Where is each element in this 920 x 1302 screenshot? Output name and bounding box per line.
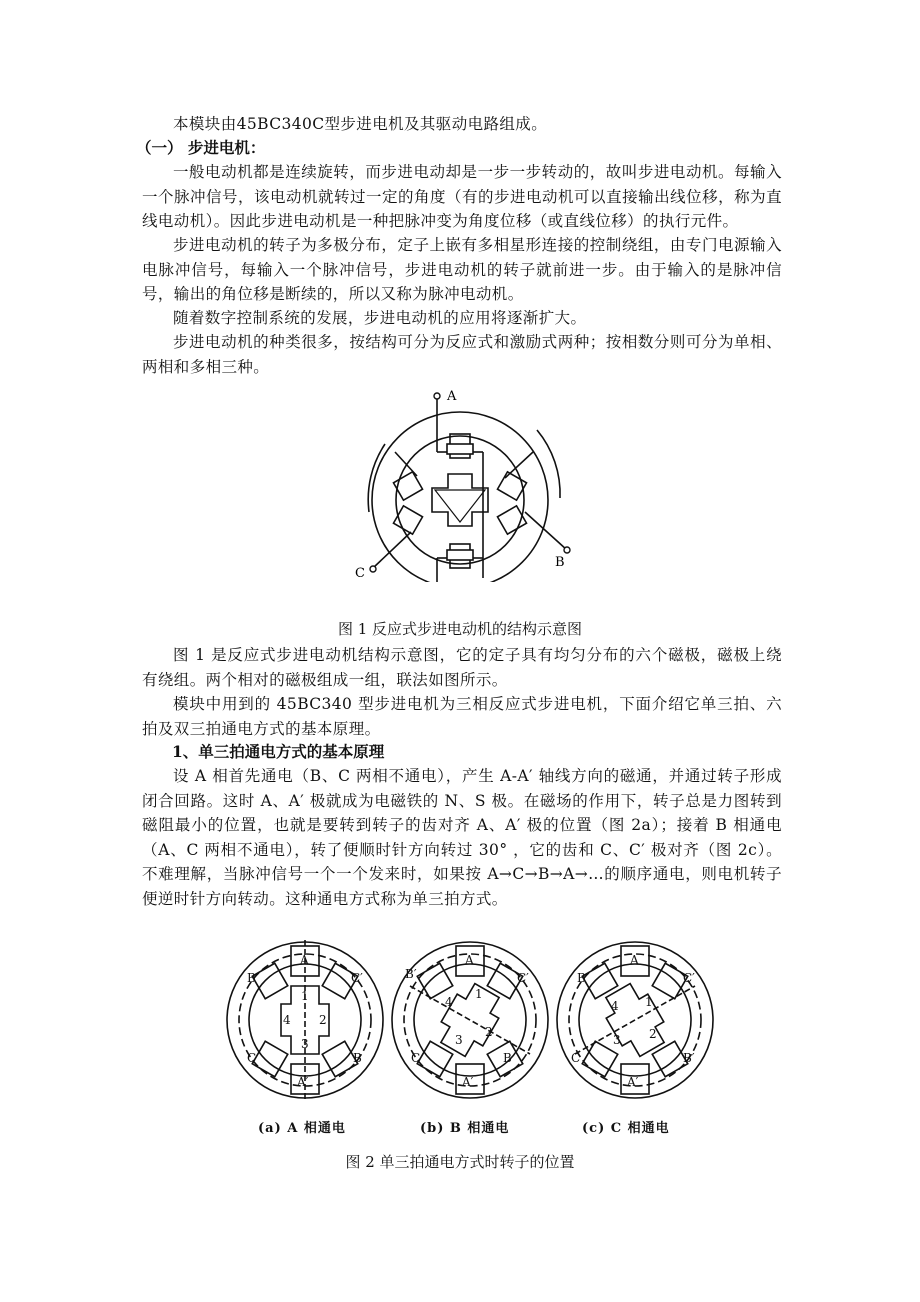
fig2c-label-c: C	[571, 1051, 581, 1065]
fig2c-label-b-prime: B′	[683, 1051, 695, 1065]
figure-1-caption: 图 1 反应式步进电动机的结构示意图	[337, 620, 583, 638]
fig2a-tooth-4: 4	[283, 1013, 291, 1027]
fig2a-label-b: B	[353, 1051, 362, 1065]
fig2b-label-c: C	[411, 1051, 421, 1065]
fig2c-tooth-2: 2	[649, 1027, 657, 1041]
paragraph-rotor: 步进电动机的转子为多极分布，定子上嵌有多相星形连接的控制绕组，由专门电源输入电脉冲信号，每输入一个脉冲信号，步进电动机的转子就前进一步。由于输入的是脉冲信号，输出的角位移是断续的，所以又称为脉冲电动机。	[142, 236, 782, 303]
figure-2-caption: 图 2 单三拍通电方式时转子的位置	[345, 1153, 575, 1171]
fig2b-tooth-1: 1	[475, 987, 483, 1001]
fig2c-tooth-4: 4	[611, 999, 619, 1013]
fig2c-label-a: A	[630, 953, 639, 967]
figure-2a-subcaption: (a) A 相通电	[258, 1121, 346, 1136]
fig2a-label-c-prime: C′	[351, 971, 363, 985]
fig2b-tooth-2: 2	[485, 1025, 493, 1039]
fig2a-tooth-1: 1	[301, 989, 309, 1003]
fig2b-label-b-prime: B′	[405, 967, 417, 981]
fig2b-label-b: B	[503, 1051, 512, 1065]
fig2a-tooth-2: 2	[319, 1013, 327, 1027]
fig2b-label-a-prime: A′	[462, 1075, 474, 1089]
fig2c-tooth-1: 1	[645, 995, 653, 1009]
fig2c-label-b: B	[577, 971, 586, 985]
figure-1-label-a: A	[447, 389, 457, 404]
fig2a-label-a: A	[300, 953, 309, 967]
paragraph-figure-1-description: 图 1 是反应式步进电动机结构示意图，它的定子具有均匀分布的六个磁极，磁极上绕有绕组。两个相对的磁极组成一组，联法如图所示。	[142, 646, 782, 689]
figure-1-diagram	[355, 382, 585, 582]
section-heading-single-three-beat: 1、单三拍通电方式的基本原理	[172, 742, 385, 761]
paragraph-single-three-beat: 设 A 相首先通电（B、C 两相不通电），产生 A-A′ 轴线方向的磁通，并通过转子形成闭合回路。这时 A、A′ 极就成为电磁铁的 N、S 极。在磁场的作用下，转子总是力图转到磁阻最小的位置，也就是要转到转子的齿对齐 A、A′ 极的位置（图 2a）；接着 B 相通电（A、C 两相不通电），转了便顺时针方向转过 30° ，它的齿和 C、C′ 极对齐（图 2c）。不难理解，当脉冲信号一个一个发来时，如果按 A→C→B→A→…的顺序通电，则电机转子便逆时针方向转动。这种通电方式称为单三拍方式。	[142, 767, 782, 908]
figure-1-label-b: B	[555, 555, 565, 570]
fig2a-label-c: C	[247, 1051, 257, 1065]
paragraph-definition: 一般电动机都是连续旋转，而步进电动却是一步一步转动的，故叫步进电动机。每输入一个脉冲信号，该电动机就转过一定的角度（有的步进电动机可以直接输出线位移，称为直线电动机）。因此步进电动机是一种把脉冲变为角度位移（或直线位移）的执行元件。	[142, 163, 782, 230]
fig2c-label-c-prime: C′	[683, 971, 695, 985]
fig2b-label-a: A	[465, 953, 474, 967]
fig2a-label-a-prime: A′	[297, 1075, 309, 1089]
figure-1-label-c: C	[355, 566, 365, 581]
fig2b-tooth-3: 3	[455, 1033, 463, 1047]
fig2c-label-a-prime: A′	[627, 1075, 639, 1089]
fig2b-label-c-prime: C′	[517, 971, 529, 985]
intro-paragraph: 本模块由45BC340C型步进电机及其驱动电路组成。	[173, 115, 548, 133]
section-heading-stepper-motor: （一） 步进电机：	[136, 138, 266, 157]
paragraph-types: 步进电动机的种类很多，按结构可分为反应式和激励式两种；按相数分则可分为单相、两相和多相三种。	[142, 333, 782, 376]
fig2b-tooth-4: 4	[445, 995, 453, 1009]
paragraph-module-motor: 模块中用到的 45BC340 型步进电机为三相反应式步进电机，下面介绍它单三拍、六拍及双三拍通电方式的基本原理。	[142, 695, 782, 738]
figure-2-diagram	[225, 920, 715, 1120]
paragraph-development: 随着数字控制系统的发展，步进电动机的应用将逐渐扩大。	[173, 309, 587, 327]
fig2a-label-b-prime: B′	[247, 971, 259, 985]
figure-2c-subcaption: (c) C 相通电	[582, 1121, 670, 1136]
fig2c-tooth-3: 3	[613, 1033, 621, 1047]
fig2a-tooth-3: 3	[301, 1037, 309, 1051]
figure-2b-subcaption: (b) B 相通电	[420, 1121, 510, 1136]
